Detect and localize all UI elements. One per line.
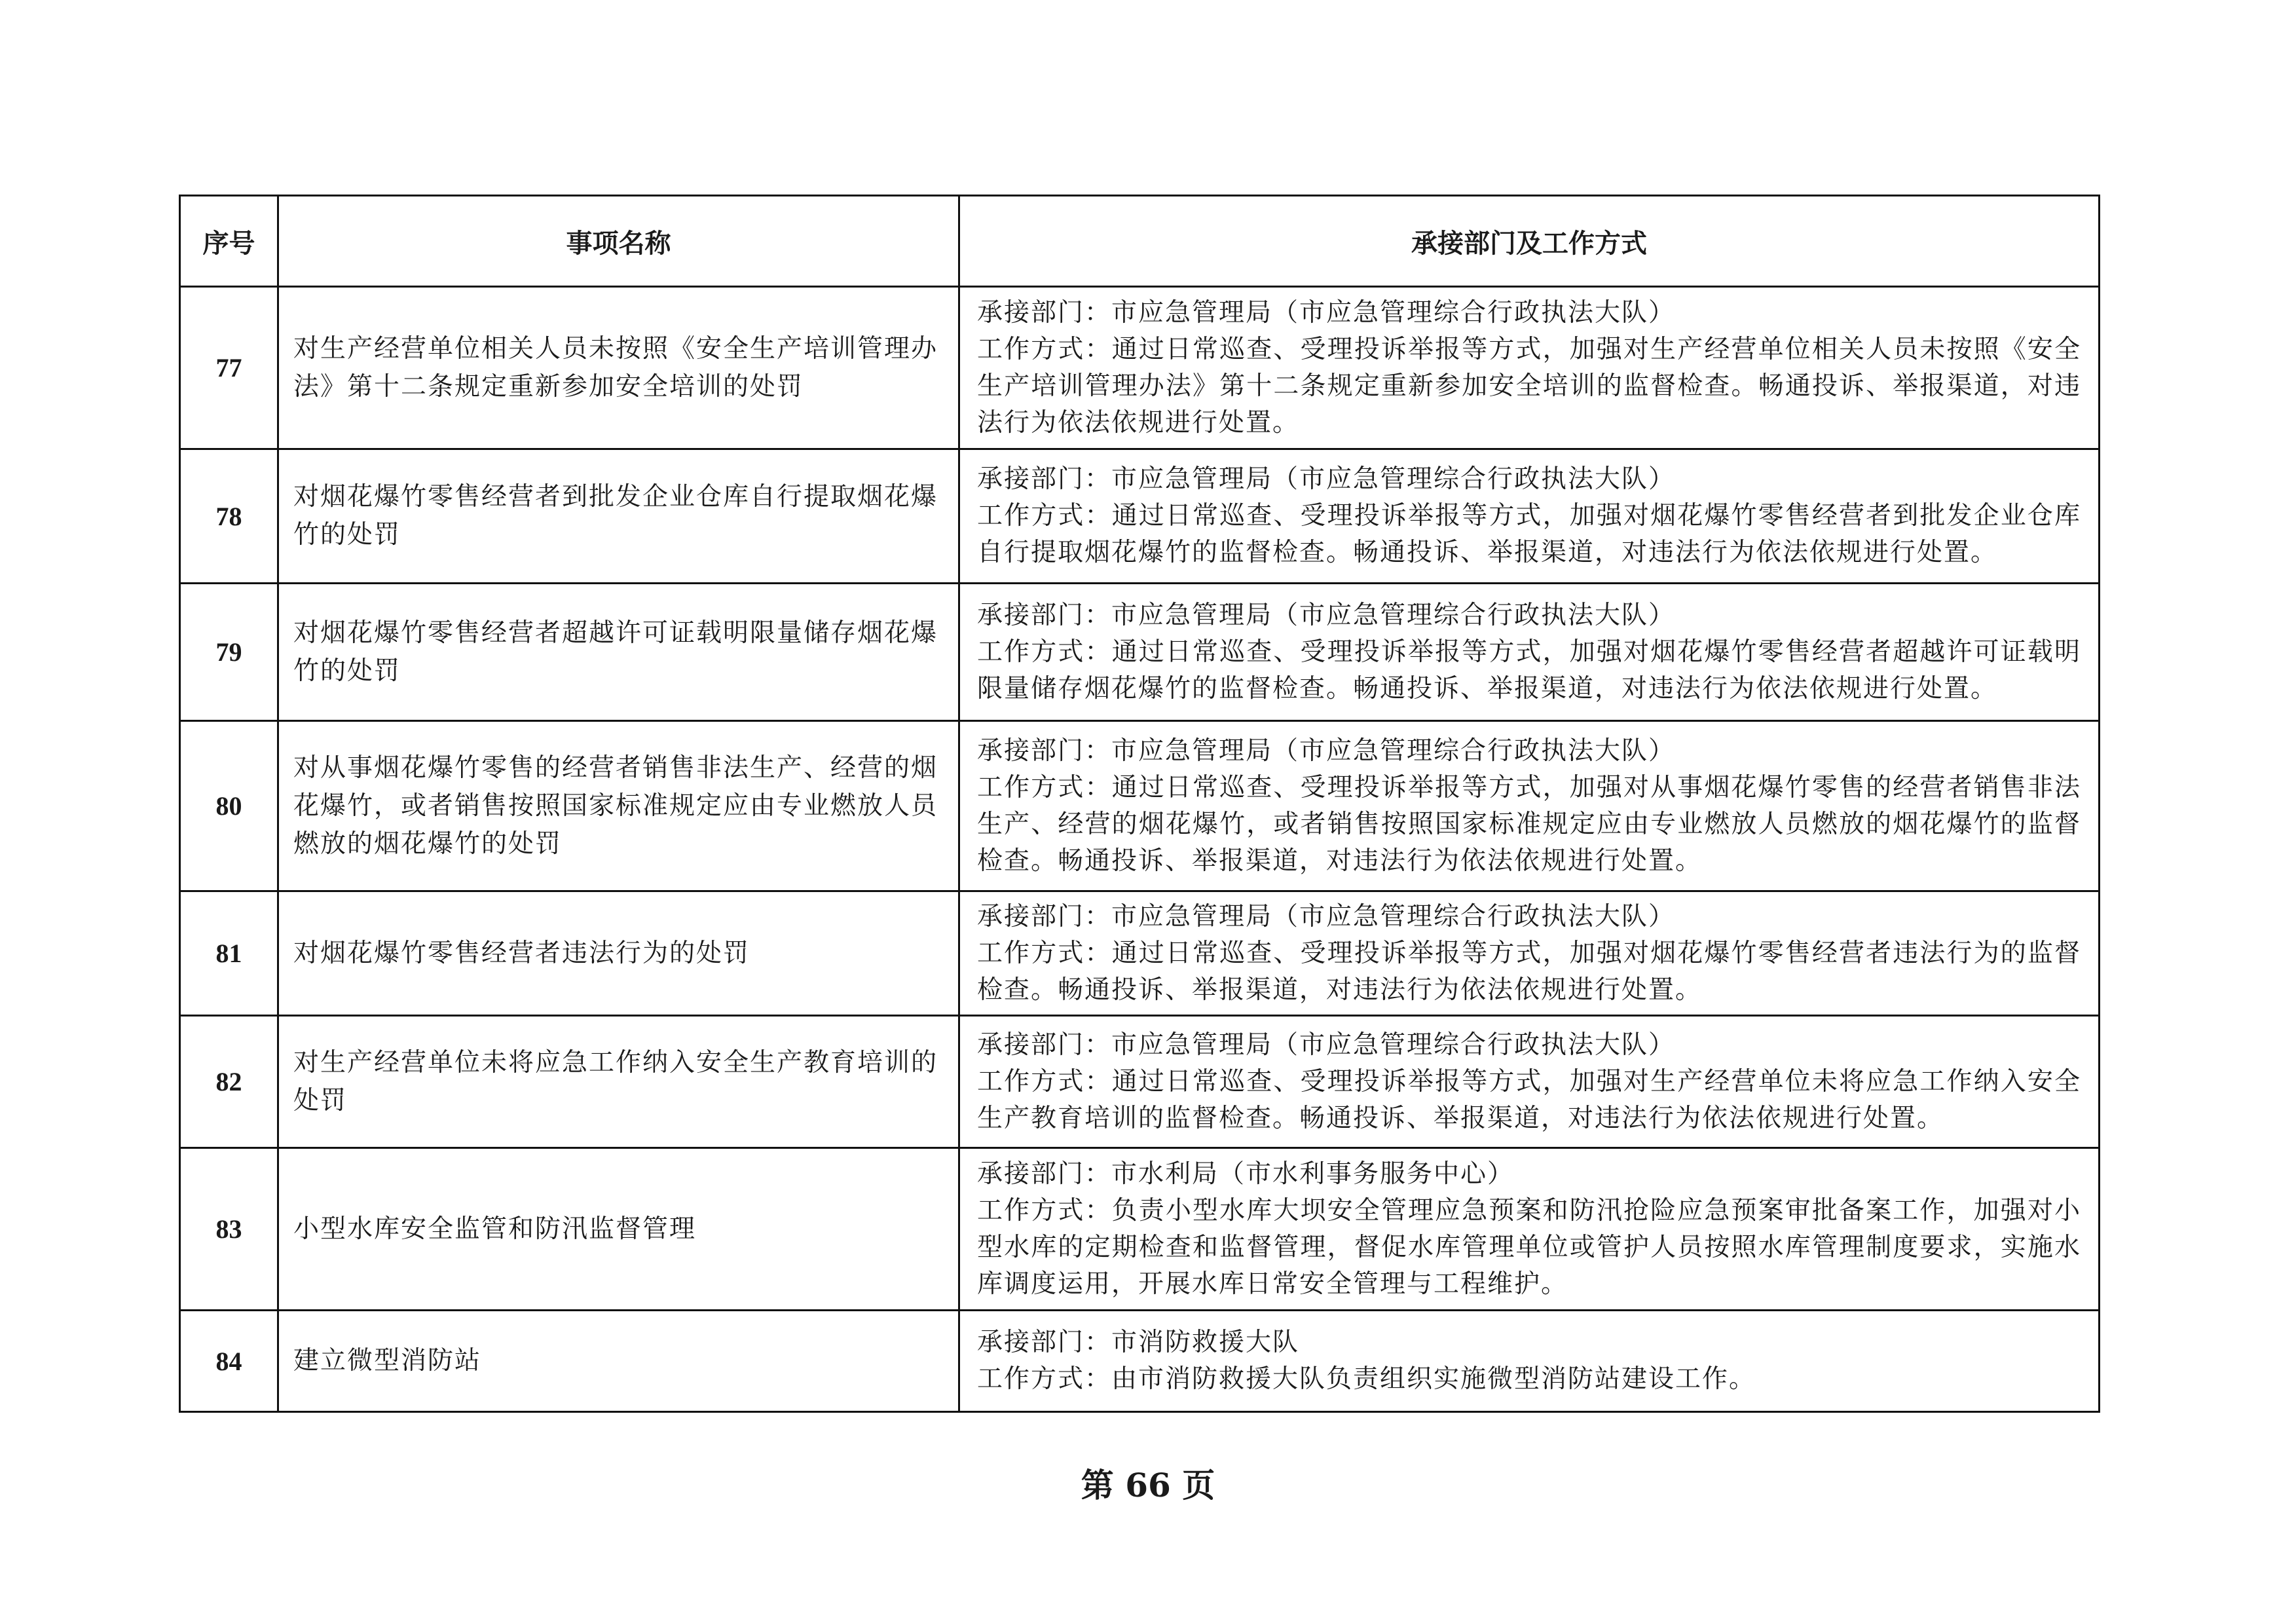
row-dept: 承接部门：市应急管理局（市应急管理综合行政执法大队） — [977, 600, 1676, 630]
row-seq: 82 — [180, 1016, 278, 1148]
row-dept-method — [959, 584, 2100, 721]
table-row — [180, 1311, 2100, 1412]
table-row — [180, 721, 2100, 891]
row-dept: 承接部门：市应急管理局（市应急管理综合行政执法大队） — [977, 901, 1676, 931]
table-row — [180, 1016, 2100, 1148]
row-name: 小型水库安全监管和防汛监督管理 — [278, 1148, 959, 1311]
row-method: 工作方式：通过日常巡查、受理投诉举报等方式，加强对从事烟花爆竹零售的经营者销售非法生产、经营的烟花爆竹，或者销售按照国家标准规定应由专业燃放人员燃放的烟花爆竹的监督检查。畅通投诉、举报渠道，对违法行为依法依规进行处置。 — [977, 772, 2081, 876]
row-dept: 承接部门：市应急管理局（市应急管理综合行政执法大队） — [977, 297, 1676, 327]
row-seq: 84 — [180, 1311, 278, 1412]
row-dept: 承接部门：市水利局（市水利事务服务中心） — [977, 1159, 1515, 1189]
row-name: 对烟花爆竹零售经营者违法行为的处罚 — [278, 891, 959, 1016]
header-seq: 序号 — [180, 196, 278, 287]
row-method: 工作方式：通过日常巡查、受理投诉举报等方式，加强对烟花爆竹零售经营者到批发企业仓库自行提取烟花爆竹的监督检查。畅通投诉、举报渠道，对违法行为依法依规进行处置。 — [977, 501, 2081, 567]
row-dept-method — [959, 1148, 2100, 1311]
table-row — [180, 449, 2100, 584]
row-dept-method — [959, 721, 2100, 891]
row-dept-method — [959, 1311, 2100, 1412]
row-seq: 79 — [180, 584, 278, 721]
table-row — [180, 891, 2100, 1016]
header-dept: 承接部门及工作方式 — [959, 196, 2100, 287]
matters-table — [179, 195, 2100, 1413]
row-dept: 承接部门：市消防救援大队 — [977, 1328, 1300, 1357]
row-method: 工作方式：由市消防救援大队负责组织实施微型消防站建设工作。 — [977, 1364, 1756, 1394]
row-name: 对生产经营单位未将应急工作纳入安全生产教育培训的处罚 — [278, 1016, 959, 1148]
row-dept-method — [959, 1016, 2100, 1148]
row-method: 工作方式：通过日常巡查、受理投诉举报等方式，加强对烟花爆竹零售经营者超越许可证载明限量储存烟花爆竹的监督检查。畅通投诉、举报渠道，对违法行为依法依规进行处置。 — [977, 637, 2081, 703]
row-seq: 77 — [180, 287, 278, 449]
row-name: 对生产经营单位相关人员未按照《安全生产培训管理办法》第十二条规定重新参加安全培训的处罚 — [278, 287, 959, 449]
row-seq: 81 — [180, 891, 278, 1016]
row-method: 工作方式：负责小型水库大坝安全管理应急预案和防汛抢险应急预案审批备案工作，加强对小型水库的定期检查和监督管理，督促水库管理单位或管护人员按照水库管理制度要求，实施水库调度运用，开展水库日常安全管理与工程维护。 — [977, 1195, 2081, 1299]
table-header-row — [180, 196, 2100, 287]
page-number: 第 66 页 — [1081, 1466, 1215, 1504]
row-dept: 承接部门：市应急管理局（市应急管理综合行政执法大队） — [977, 1030, 1676, 1060]
table-row — [180, 1148, 2100, 1311]
row-dept-method — [959, 449, 2100, 584]
table-row — [180, 584, 2100, 721]
row-dept: 承接部门：市应急管理局（市应急管理综合行政执法大队） — [977, 736, 1676, 766]
header-name: 事项名称 — [278, 196, 959, 287]
row-dept-method — [959, 287, 2100, 449]
row-dept: 承接部门：市应急管理局（市应急管理综合行政执法大队） — [977, 464, 1676, 494]
row-seq: 83 — [180, 1148, 278, 1311]
row-seq: 78 — [180, 449, 278, 584]
row-name: 对烟花爆竹零售经营者超越许可证载明限量储存烟花爆竹的处罚 — [278, 584, 959, 721]
row-name: 对从事烟花爆竹零售的经营者销售非法生产、经营的烟花爆竹，或者销售按照国家标准规定应由专业燃放人员燃放的烟花爆竹的处罚 — [278, 721, 959, 891]
row-method: 工作方式：通过日常巡查、受理投诉举报等方式，加强对烟花爆竹零售经营者违法行为的监督检查。畅通投诉、举报渠道，对违法行为依法依规进行处置。 — [977, 938, 2081, 1005]
row-method: 工作方式：通过日常巡查、受理投诉举报等方式，加强对生产经营单位未将应急工作纳入安全生产教育培训的监督检查。畅通投诉、举报渠道，对违法行为依法依规进行处置。 — [977, 1066, 2081, 1133]
table-row — [180, 287, 2100, 449]
row-dept-method — [959, 891, 2100, 1016]
row-method: 工作方式：通过日常巡查、受理投诉举报等方式，加强对生产经营单位相关人员未按照《安全生产培训管理办法》第十二条规定重新参加安全培训的监督检查。畅通投诉、举报渠道，对违法行为依法依规进行处置。 — [977, 334, 2081, 438]
row-seq: 80 — [180, 721, 278, 891]
row-name: 对烟花爆竹零售经营者到批发企业仓库自行提取烟花爆竹的处罚 — [278, 449, 959, 584]
row-name: 建立微型消防站 — [278, 1311, 959, 1412]
